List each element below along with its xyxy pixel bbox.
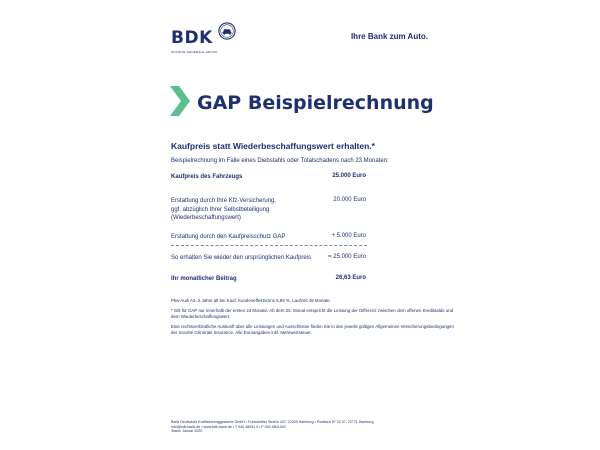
row-value: 25.000 Euro bbox=[332, 173, 366, 179]
row-label bbox=[171, 197, 321, 223]
footnote: Pkw Audi A3, 2 Jahre alt bei Kauf, Kundeneffektivzins 5,99 %, Laufzeit 48 Monate. bbox=[171, 298, 331, 303]
footnote: * Gilt für GAP nur innerhalb der ersten 24 Monate. Ab dem 25. Monat entspricht die Leistung der Differenz zwischen dem offenen Kreditsaldo und dem Wiederbeschaffungswert. bbox=[171, 308, 454, 319]
row-label: So erhalten Sie wieder den ursprünglichen Kaufpreis bbox=[171, 255, 312, 261]
footer-line: Bank Deutsches Kraftfahrzeuggewerbe GmbH • Fuhlsbüttler Straße 437, 22309 Hamburg • Postfach 57 32 07, 22771 Hamburg bbox=[171, 420, 374, 424]
row-value: = 25.000 Euro bbox=[328, 254, 366, 260]
footnotes bbox=[171, 298, 461, 340]
row-label-line: Erstattung durch Ihre Kfz-Versicherung, bbox=[171, 198, 277, 204]
footer-line: info@bdk-bank.de • www.bdk-bank.de • T 040 48091 0 • F 040 4801340 bbox=[171, 424, 286, 429]
page-title: GAP Beispielrechnung bbox=[197, 92, 434, 114]
footnote: Eine rechtsverbindliche Auskunft über alle Leistungen und Ausschlüsse finden Sie in den jeweils gültigen Allgemeinen Versicherungsbedingungen der Société Générale Insurance. Alle Euroangaben inkl. Mehrwertsteuer. bbox=[171, 324, 454, 335]
sum-divider bbox=[171, 245, 367, 246]
row-total bbox=[171, 254, 366, 263]
footer-line: Stand: Januar 2020 bbox=[171, 429, 203, 434]
row-value: 20.000 Euro bbox=[333, 197, 366, 203]
row-value: 26,63 Euro bbox=[335, 275, 366, 281]
logo-text: BDK bbox=[171, 28, 213, 48]
tagline: Ihre Bank zum Auto. bbox=[350, 32, 428, 41]
row-purchase-price bbox=[171, 173, 366, 182]
page-footer bbox=[171, 420, 431, 434]
row-gap-refund bbox=[171, 233, 366, 242]
row-label: Ihr monatlicher Beitrag bbox=[171, 276, 237, 282]
row-monthly-fee bbox=[171, 275, 366, 284]
car-seal-icon bbox=[218, 22, 236, 40]
intro-text: Beispielrechnung im Falle eines Diebstahls oder Totalschadens nach 23 Monaten: bbox=[171, 158, 389, 164]
row-insurance-refund bbox=[171, 197, 366, 223]
row-label-line: (Wiederbeschaffungswert) bbox=[171, 215, 241, 221]
row-value: + 5.000 Euro bbox=[331, 233, 366, 239]
row-label-line: ggf. abzüglich Ihrer Selbstbeteiligung bbox=[171, 206, 270, 213]
row-label: Kaufpreis des Fahrzeugs bbox=[171, 174, 243, 180]
bdk-logo bbox=[171, 22, 241, 58]
row-label: Erstattung durch den Kaufpreisschutz GAP bbox=[171, 234, 286, 240]
logo-subtext: SOCIETE GENERALE GROUP bbox=[171, 50, 218, 54]
chevron-right-icon bbox=[170, 86, 190, 116]
subtitle: Kaufpreis statt Wiederbeschaffungswert erhalten.* bbox=[171, 141, 375, 151]
